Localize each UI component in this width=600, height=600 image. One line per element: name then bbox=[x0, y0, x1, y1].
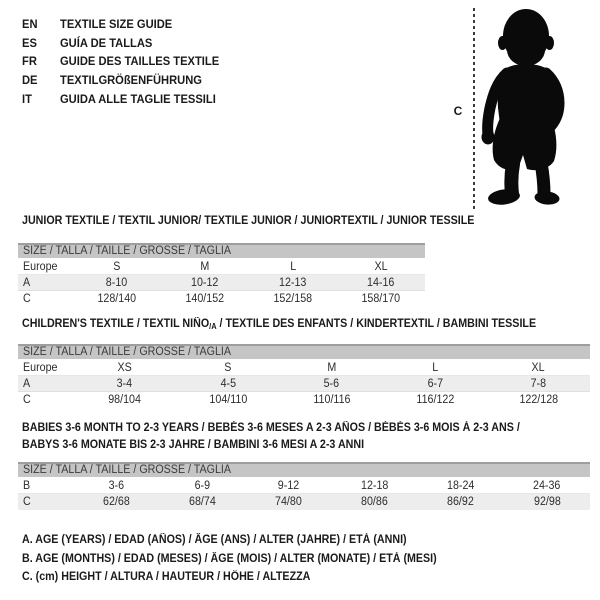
table-row-height bbox=[18, 291, 425, 307]
table-row-europe bbox=[18, 360, 590, 376]
size-cell: 128/140 bbox=[97, 293, 137, 305]
row-label: A bbox=[23, 276, 31, 289]
size-cell: 7-8 bbox=[530, 377, 547, 390]
row-label: C bbox=[23, 394, 31, 406]
table-row-height bbox=[18, 392, 590, 408]
size-cell: XL bbox=[374, 260, 388, 273]
language-code: FR bbox=[22, 54, 37, 69]
language-code: ES bbox=[22, 35, 37, 50]
children-section-title: CHILDREN'S TEXTILE / TEXTIL NIÑO/A / TEXTILE DES ENFANTS / KINDERTEXTIL / BAMBINI TESSILE bbox=[22, 318, 537, 331]
language-row-fr bbox=[22, 52, 231, 71]
size-cell: 116/122 bbox=[415, 394, 454, 406]
size-cell: 10-12 bbox=[191, 276, 219, 289]
language-title: GUÍA DE TALLAS bbox=[60, 35, 153, 50]
size-cell: XL bbox=[531, 361, 545, 374]
size-cell: 110/116 bbox=[312, 394, 351, 406]
size-cell: 3-6 bbox=[108, 479, 124, 492]
size-cell: 5-6 bbox=[323, 377, 340, 390]
size-cell: 12-13 bbox=[279, 276, 307, 289]
language-code: IT bbox=[22, 91, 32, 106]
size-cell: M bbox=[327, 361, 336, 374]
size-cell: L bbox=[431, 361, 438, 374]
size-cell: 9-12 bbox=[277, 479, 300, 492]
footnote-b: B. AGE (MONTHS) / EDAD (MESES) / ÂGE (MOIS) / ALTER (MONATE) / ETÀ (MESI) bbox=[22, 552, 437, 565]
junior-size-table bbox=[18, 243, 425, 307]
size-header-bar: SIZE / TALLA / TAILLE / GRÖSSE / TAGLIA bbox=[18, 462, 590, 477]
language-list bbox=[22, 15, 231, 108]
size-cell: 80/86 bbox=[361, 496, 388, 508]
babies-section-title: BABIES 3-6 MONTH TO 2-3 YEARS / BEBÉS 3-6 MESES A 2-3 AÑOS / BÉBÉS 3-6 MOIS À 2-3 ANS / BABYS 3-6 MONATE BIS 2-3 JAHRE / BAMBINI 3-6 MESI A 2-3 ANNI bbox=[22, 422, 520, 451]
size-cell: 152/158 bbox=[273, 293, 313, 305]
row-label: C bbox=[23, 496, 31, 508]
language-title: GUIDA ALLE TAGLIE TESSILI bbox=[60, 91, 216, 106]
size-cell: L bbox=[290, 260, 296, 273]
size-cell: 24-36 bbox=[533, 479, 561, 492]
size-header-bar: SIZE / TALLA / TAILLE / GRÖSSE / TAGLIA bbox=[18, 344, 590, 359]
size-cell: 6-7 bbox=[427, 377, 443, 390]
row-label: Europe bbox=[23, 361, 58, 374]
language-row-it bbox=[22, 89, 231, 108]
row-label: B bbox=[23, 479, 31, 492]
language-row-es bbox=[22, 34, 231, 53]
size-cell: 12-18 bbox=[360, 479, 389, 492]
size-cell: 18-24 bbox=[447, 479, 475, 492]
table-row-height bbox=[18, 494, 590, 510]
size-cell: 68/74 bbox=[188, 496, 216, 508]
row-label: C bbox=[23, 293, 31, 305]
size-header-bar: SIZE / TALLA / TAILLE / GRÖSSE / TAGLIA bbox=[18, 243, 425, 258]
size-cell: 6-9 bbox=[194, 479, 210, 492]
size-cell: 74/80 bbox=[275, 496, 302, 508]
language-code: DE bbox=[22, 73, 38, 88]
footnote-c: C. (cm) HEIGHT / ALTURA / HAUTEUR / HÖHE / ALTEZZA bbox=[22, 571, 311, 583]
size-cell: M bbox=[200, 260, 210, 273]
size-cell: 8-10 bbox=[106, 276, 128, 289]
language-row-en bbox=[22, 15, 231, 34]
size-cell: S bbox=[113, 260, 121, 273]
height-label: C bbox=[453, 104, 463, 118]
size-cell: 140/152 bbox=[185, 293, 225, 305]
table-row-age bbox=[18, 376, 590, 392]
language-title: GUIDE DES TAILLES TEXTILE bbox=[60, 54, 220, 69]
size-cell: S bbox=[224, 361, 232, 374]
size-cell: XS bbox=[117, 361, 132, 374]
size-cell: 14-16 bbox=[367, 276, 395, 289]
children-size-table bbox=[18, 344, 590, 408]
size-cell: 92/98 bbox=[533, 496, 561, 508]
language-code: EN bbox=[22, 17, 38, 32]
row-label: A bbox=[23, 377, 31, 390]
junior-section-title: JUNIOR TEXTILE / TEXTIL JUNIOR/ TEXTILE JUNIOR / JUNIORTEXTIL / JUNIOR TESSILE bbox=[22, 215, 475, 227]
baby-silhouette-icon bbox=[480, 6, 570, 206]
table-row-months bbox=[18, 478, 590, 494]
table-row-europe bbox=[18, 259, 425, 275]
height-dashed-line bbox=[473, 8, 475, 210]
size-cell: 98/104 bbox=[108, 394, 142, 406]
footnotes bbox=[22, 531, 468, 587]
size-cell: 86/92 bbox=[447, 496, 475, 508]
language-row-de bbox=[22, 71, 231, 90]
size-cell: 4-5 bbox=[220, 377, 236, 390]
size-cell: 104/110 bbox=[209, 394, 248, 406]
size-cell: 122/128 bbox=[518, 394, 558, 406]
language-title: TEXTILGRÖßENFÜHRUNG bbox=[60, 73, 202, 88]
size-cell: 158/170 bbox=[361, 293, 401, 305]
table-row-age bbox=[18, 275, 425, 291]
language-title: TEXTILE SIZE GUIDE bbox=[60, 17, 173, 32]
babies-size-table bbox=[18, 462, 590, 510]
size-cell: 3-4 bbox=[116, 377, 133, 390]
row-label: Europe bbox=[23, 260, 58, 273]
size-cell: 62/68 bbox=[102, 496, 130, 508]
footnote-a: A. AGE (YEARS) / EDAD (AÑOS) / ÂGE (ANS) / ALTER (JAHRE) / ETÀ (ANNI) bbox=[22, 534, 407, 546]
